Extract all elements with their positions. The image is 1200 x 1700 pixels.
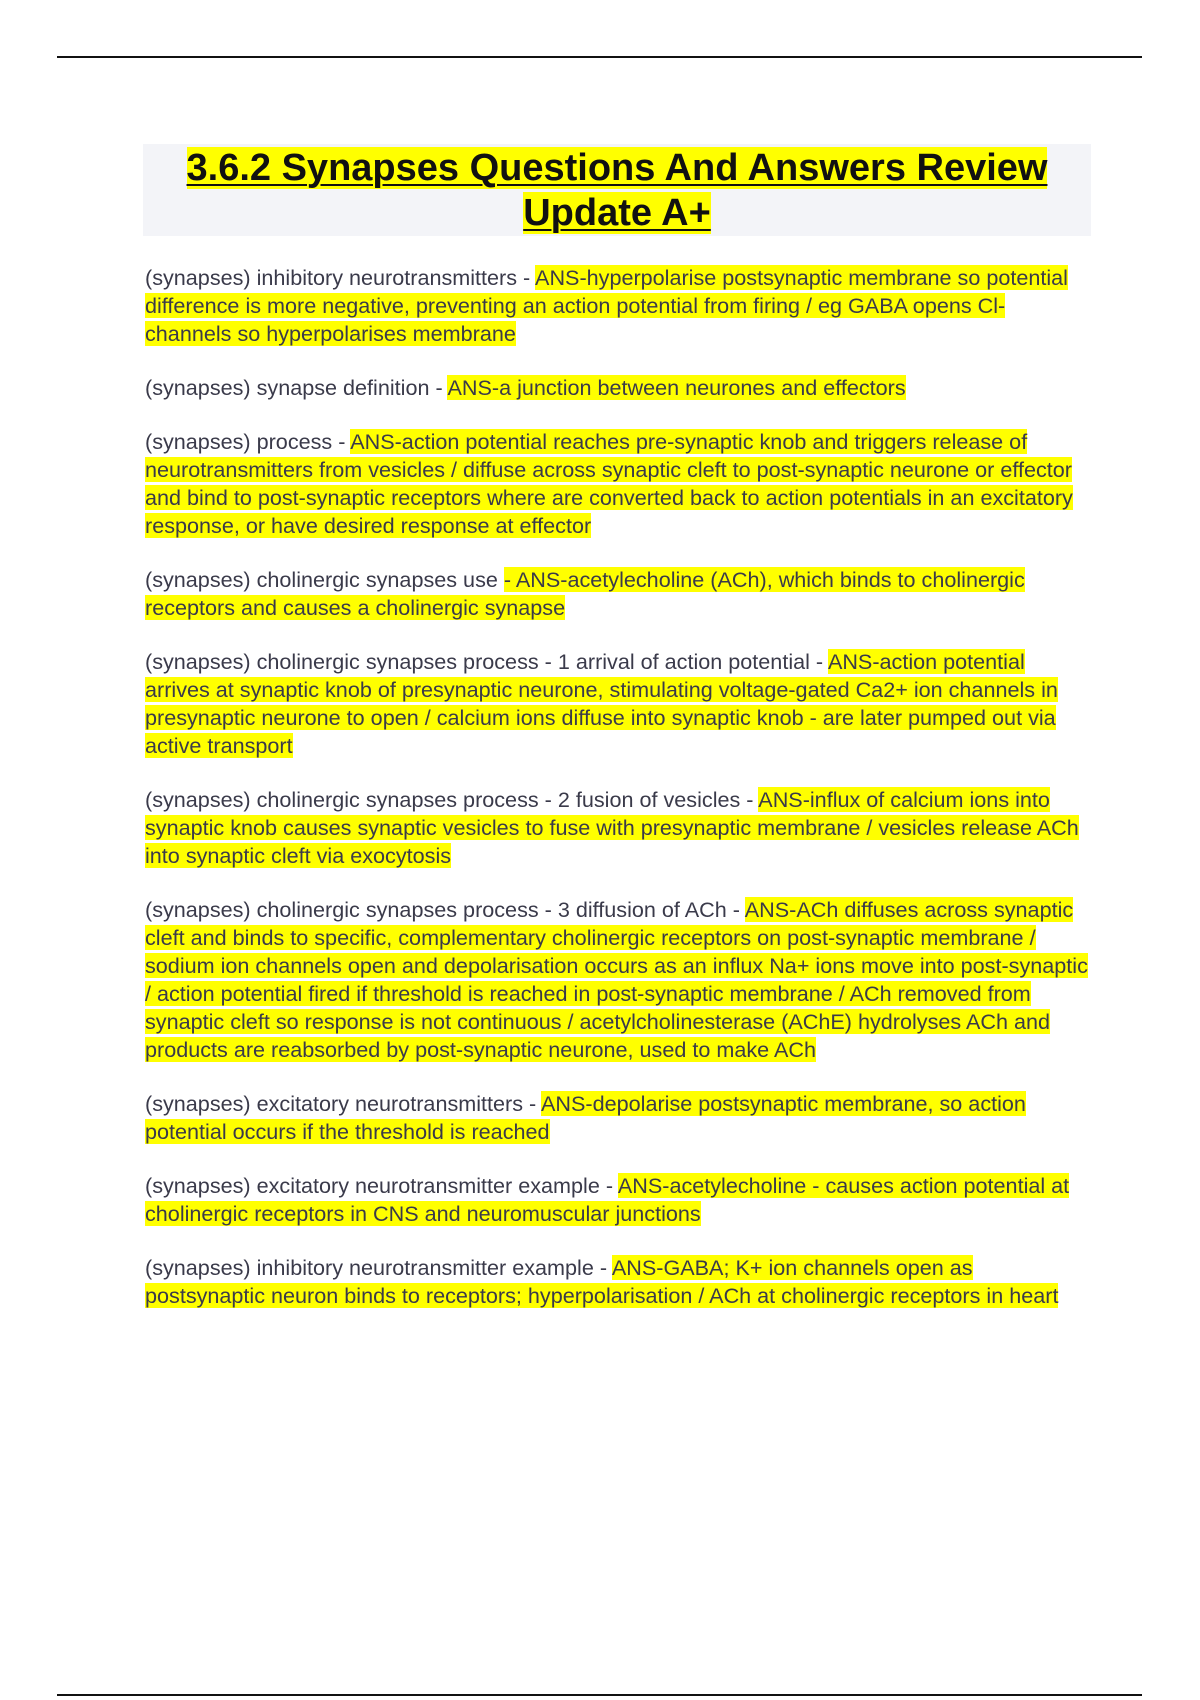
qa-question: (synapses) cholinergic synapses process - 2 fusion of vesicles - xyxy=(145,787,759,812)
document-title xyxy=(143,146,1091,236)
qa-question: (synapses) excitatory neurotransmitters - xyxy=(145,1091,542,1116)
qa-item xyxy=(145,428,1093,540)
title-line-1: 3.6.2 Synapses Questions And Answers Review xyxy=(186,147,1048,189)
qa-answer: ANS-action potential reaches pre-synaptic knob and triggers release of neurotransmitters from vesicles / diffuse across synaptic cleft to post-synaptic neurone or effector and bind to post-synaptic receptors where are converted back to action potentials in an excitatory response, or have desired response at effector xyxy=(145,429,1073,538)
qa-list xyxy=(145,264,1093,1336)
qa-question: (synapses) cholinergic synapses process - 3 diffusion of ACh - xyxy=(145,897,745,922)
qa-question: (synapses) process - xyxy=(145,429,351,454)
qa-item xyxy=(145,648,1093,760)
qa-answer: ANS-hyperpolarise postsynaptic membrane so potential difference is more negative, preventing an action potential from firing / eg GABA opens Cl- channels so hyperpolarises membrane xyxy=(145,265,1068,346)
qa-question: (synapses) cholinergic synapses process - 1 arrival of action potential - xyxy=(145,649,828,674)
qa-item xyxy=(145,1090,1093,1146)
qa-answer: ANS-a junction between neurones and effectors xyxy=(447,375,906,400)
qa-answer: ANS-depolarise postsynaptic membrane, so action potential occurs if the threshold is reached xyxy=(145,1091,1026,1144)
qa-answer: ANS-influx of calcium ions into synaptic knob causes synaptic vesicles to fuse with presynaptic membrane / vesicles release ACh into synaptic cleft via exocytosis xyxy=(145,787,1079,868)
qa-answer: - ANS-acetylecholine (ACh), which binds to cholinergic receptors and causes a cholinergic synapse xyxy=(145,567,1025,620)
qa-question: (synapses) inhibitory neurotransmitter example - xyxy=(145,1255,612,1280)
footer-rule xyxy=(57,1694,1142,1696)
qa-question: (synapses) excitatory neurotransmitter example - xyxy=(145,1173,618,1198)
qa-answer: ANS-GABA; K+ ion channels open as postsynaptic neuron binds to receptors; hyperpolarisation / ACh at cholinergic receptors in heart xyxy=(145,1255,1059,1308)
qa-question: (synapses) cholinergic synapses use xyxy=(145,567,504,592)
title-line-2: Update A+ xyxy=(523,192,711,234)
qa-item xyxy=(145,1254,1093,1310)
qa-answer: ANS-ACh diffuses across synaptic cleft and binds to specific, complementary cholinergic receptors on post-synaptic membrane / sodium ion channels open and depolarisation occurs as an influx Na+ ions move into post-synaptic / action potential fired if threshold is reached in post-synaptic membrane / ACh removed from synaptic cleft so response is not continuous / acetylcholinesterase (AChE) hydrolyses ACh and products are reabsorbed by post-synaptic neurone, used to make ACh xyxy=(145,897,1088,1062)
header-rule xyxy=(57,56,1142,58)
qa-question: (synapses) synapse definition - xyxy=(145,375,448,400)
qa-item xyxy=(145,1172,1093,1228)
title-block xyxy=(143,144,1091,236)
qa-item xyxy=(145,566,1093,622)
qa-question: (synapses) inhibitory neurotransmitters - xyxy=(145,265,536,290)
qa-item xyxy=(145,786,1093,870)
qa-item xyxy=(145,896,1093,1064)
qa-answer: ANS-action potential arrives at synaptic knob of presynaptic neurone, stimulating voltage-gated Ca2+ ion channels in presynaptic neurone to open / calcium ions diffuse into synaptic knob - are later pumped out via active transport xyxy=(145,649,1058,758)
qa-item xyxy=(145,374,1093,402)
qa-answer: ANS-acetylecholine - causes action potential at cholinergic receptors in CNS and neuromuscular junctions xyxy=(145,1173,1070,1226)
qa-item xyxy=(145,264,1093,348)
